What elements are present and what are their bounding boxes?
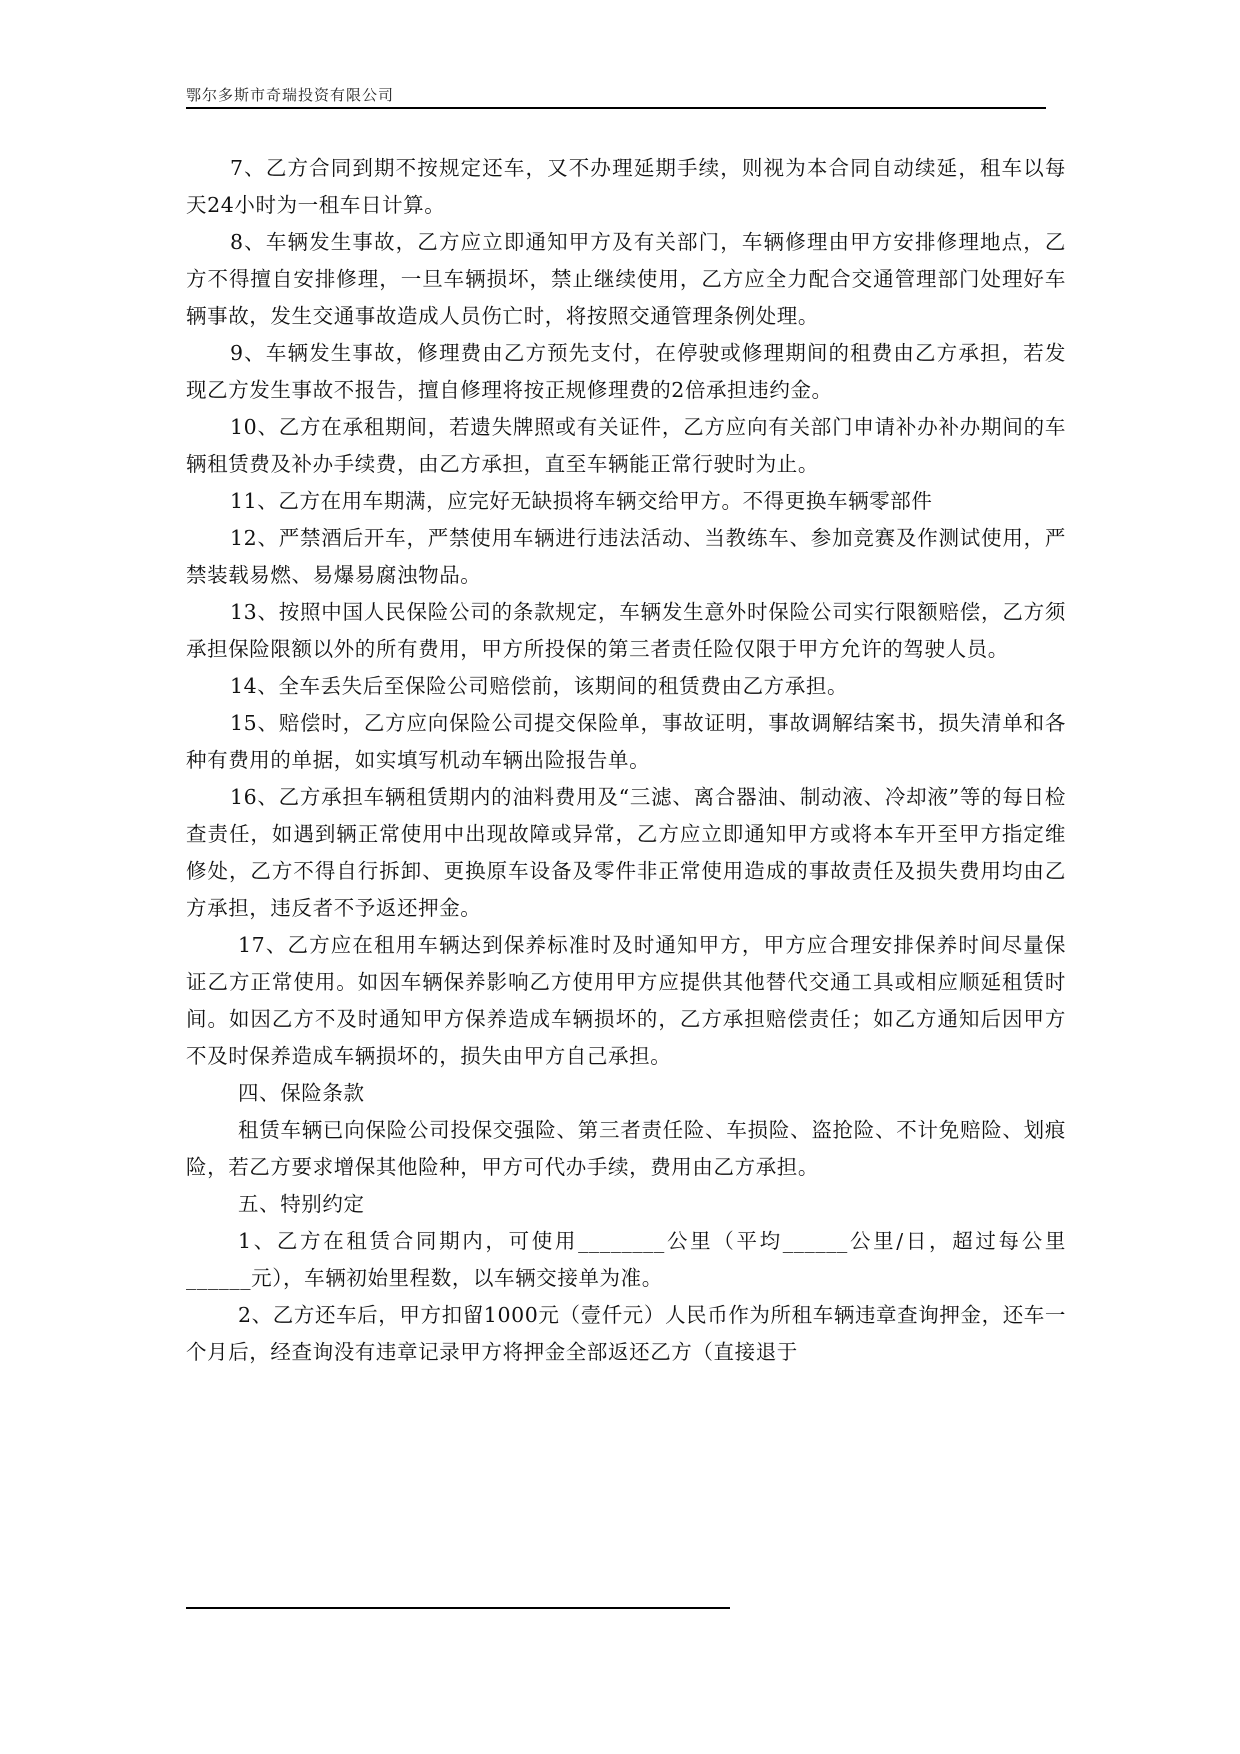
clause-17: 17、乙方应在租用车辆达到保养标准时及时通知甲方，甲方应合理安排保养时间尽量保证乙方正常使用。如因车辆保养影响乙方使用甲方应提供其他替代交通工具或相应顺延租赁时间。如因乙方不及时通知甲方保养造成车辆损坏的，乙方承担赔偿责任；如乙方通知后因甲方不及时保养造成车辆损坏的，损失由甲方自己承担。 (186, 933, 1066, 1068)
clause-8: 8、车辆发生事故，乙方应立即通知甲方及有关部门，车辆修理由甲方安排修理地点，乙方不得擅自安排修理，一旦车辆损坏，禁止继续使用，乙方应全力配合交通管理部门处理好车辆事故，发生交通事故造成人员伤亡时，将按照交通管理条例处理。 (186, 230, 1066, 328)
special-clause-1: 1、乙方在租赁合同期内，可使用________公里（平均______公里/日，超过每公里______元），车辆初始里程数，以车辆交接单为准。 (186, 1229, 1066, 1290)
section-heading-special: 五、特别约定 (238, 1192, 365, 1216)
clause-12: 12、严禁酒后开车，严禁使用车辆进行违法活动、当教练车、参加竞赛及作测试使用，严禁装载易燃、易爆易腐浊物品。 (186, 526, 1066, 587)
clause-15: 15、赔偿时，乙方应向保险公司提交保险单，事故证明，事故调解结案书，损失清单和各种有费用的单据，如实填写机动车辆出险报告单。 (186, 711, 1066, 772)
page-header-company: 鄂尔多斯市奇瑞投资有限公司 (186, 86, 395, 104)
clause-16: 16、乙方承担车辆租赁期内的油料费用及“三滤、离合器油、制动液、冷却液”等的每日检查责任，如遇到辆正常使用中出现故障或异常，乙方应立即通知甲方或将本车开至甲方指定维修处，乙方不得自行拆卸、更换原车设备及零件非正常使用造成的事故责任及损失费用均由乙方承担，违反者不予返还押金。 (186, 785, 1066, 920)
clause-7: 7、乙方合同到期不按规定还车，又不办理延期手续，则视为本合同自动续延，租车以每天24小时为一租车日计算。 (186, 156, 1066, 217)
clause-14: 14、全车丢失后至保险公司赔偿前，该期间的租赁费由乙方承担。 (230, 674, 849, 698)
special-clause-2: 2、乙方还车后，甲方扣留1000元（壹仟元）人民币作为所租车辆违章查询押金，还车一个月后，经查询没有违章记录甲方将押金全部返还乙方（直接退于 (186, 1303, 1066, 1364)
clause-9: 9、车辆发生事故，修理费由乙方预先支付，在停驶或修理期间的租费由乙方承担，若发现乙方发生事故不报告，擅自修理将按正规修理费的2倍承担违约金。 (186, 341, 1066, 402)
document-body (186, 150, 1066, 1371)
clause-10: 10、乙方在承租期间，若遗失牌照或有关证件，乙方应向有关部门申请补办补办期间的车辆租赁费及补办手续费，由乙方承担，直至车辆能正常行驶时为止。 (186, 415, 1066, 476)
clause-13: 13、按照中国人民保险公司的条款规定，车辆发生意外时保险公司实行限额赔偿，乙方须承担保险限额以外的所有费用，甲方所投保的第三者责任险仅限于甲方允许的驾驶人员。 (186, 600, 1066, 661)
insurance-terms: 租赁车辆已向保险公司投保交强险、第三者责任险、车损险、盗抢险、不计免赔险、划痕险，若乙方要求增保其他险种，甲方可代办手续，费用由乙方承担。 (186, 1118, 1066, 1179)
header-rule (186, 107, 1046, 109)
section-heading-insurance: 四、保险条款 (238, 1081, 365, 1105)
clause-11: 11、乙方在用车期满，应完好无缺损将车辆交给甲方。不得更换车辆零部件 (230, 489, 933, 513)
footer-rule (186, 1607, 730, 1609)
